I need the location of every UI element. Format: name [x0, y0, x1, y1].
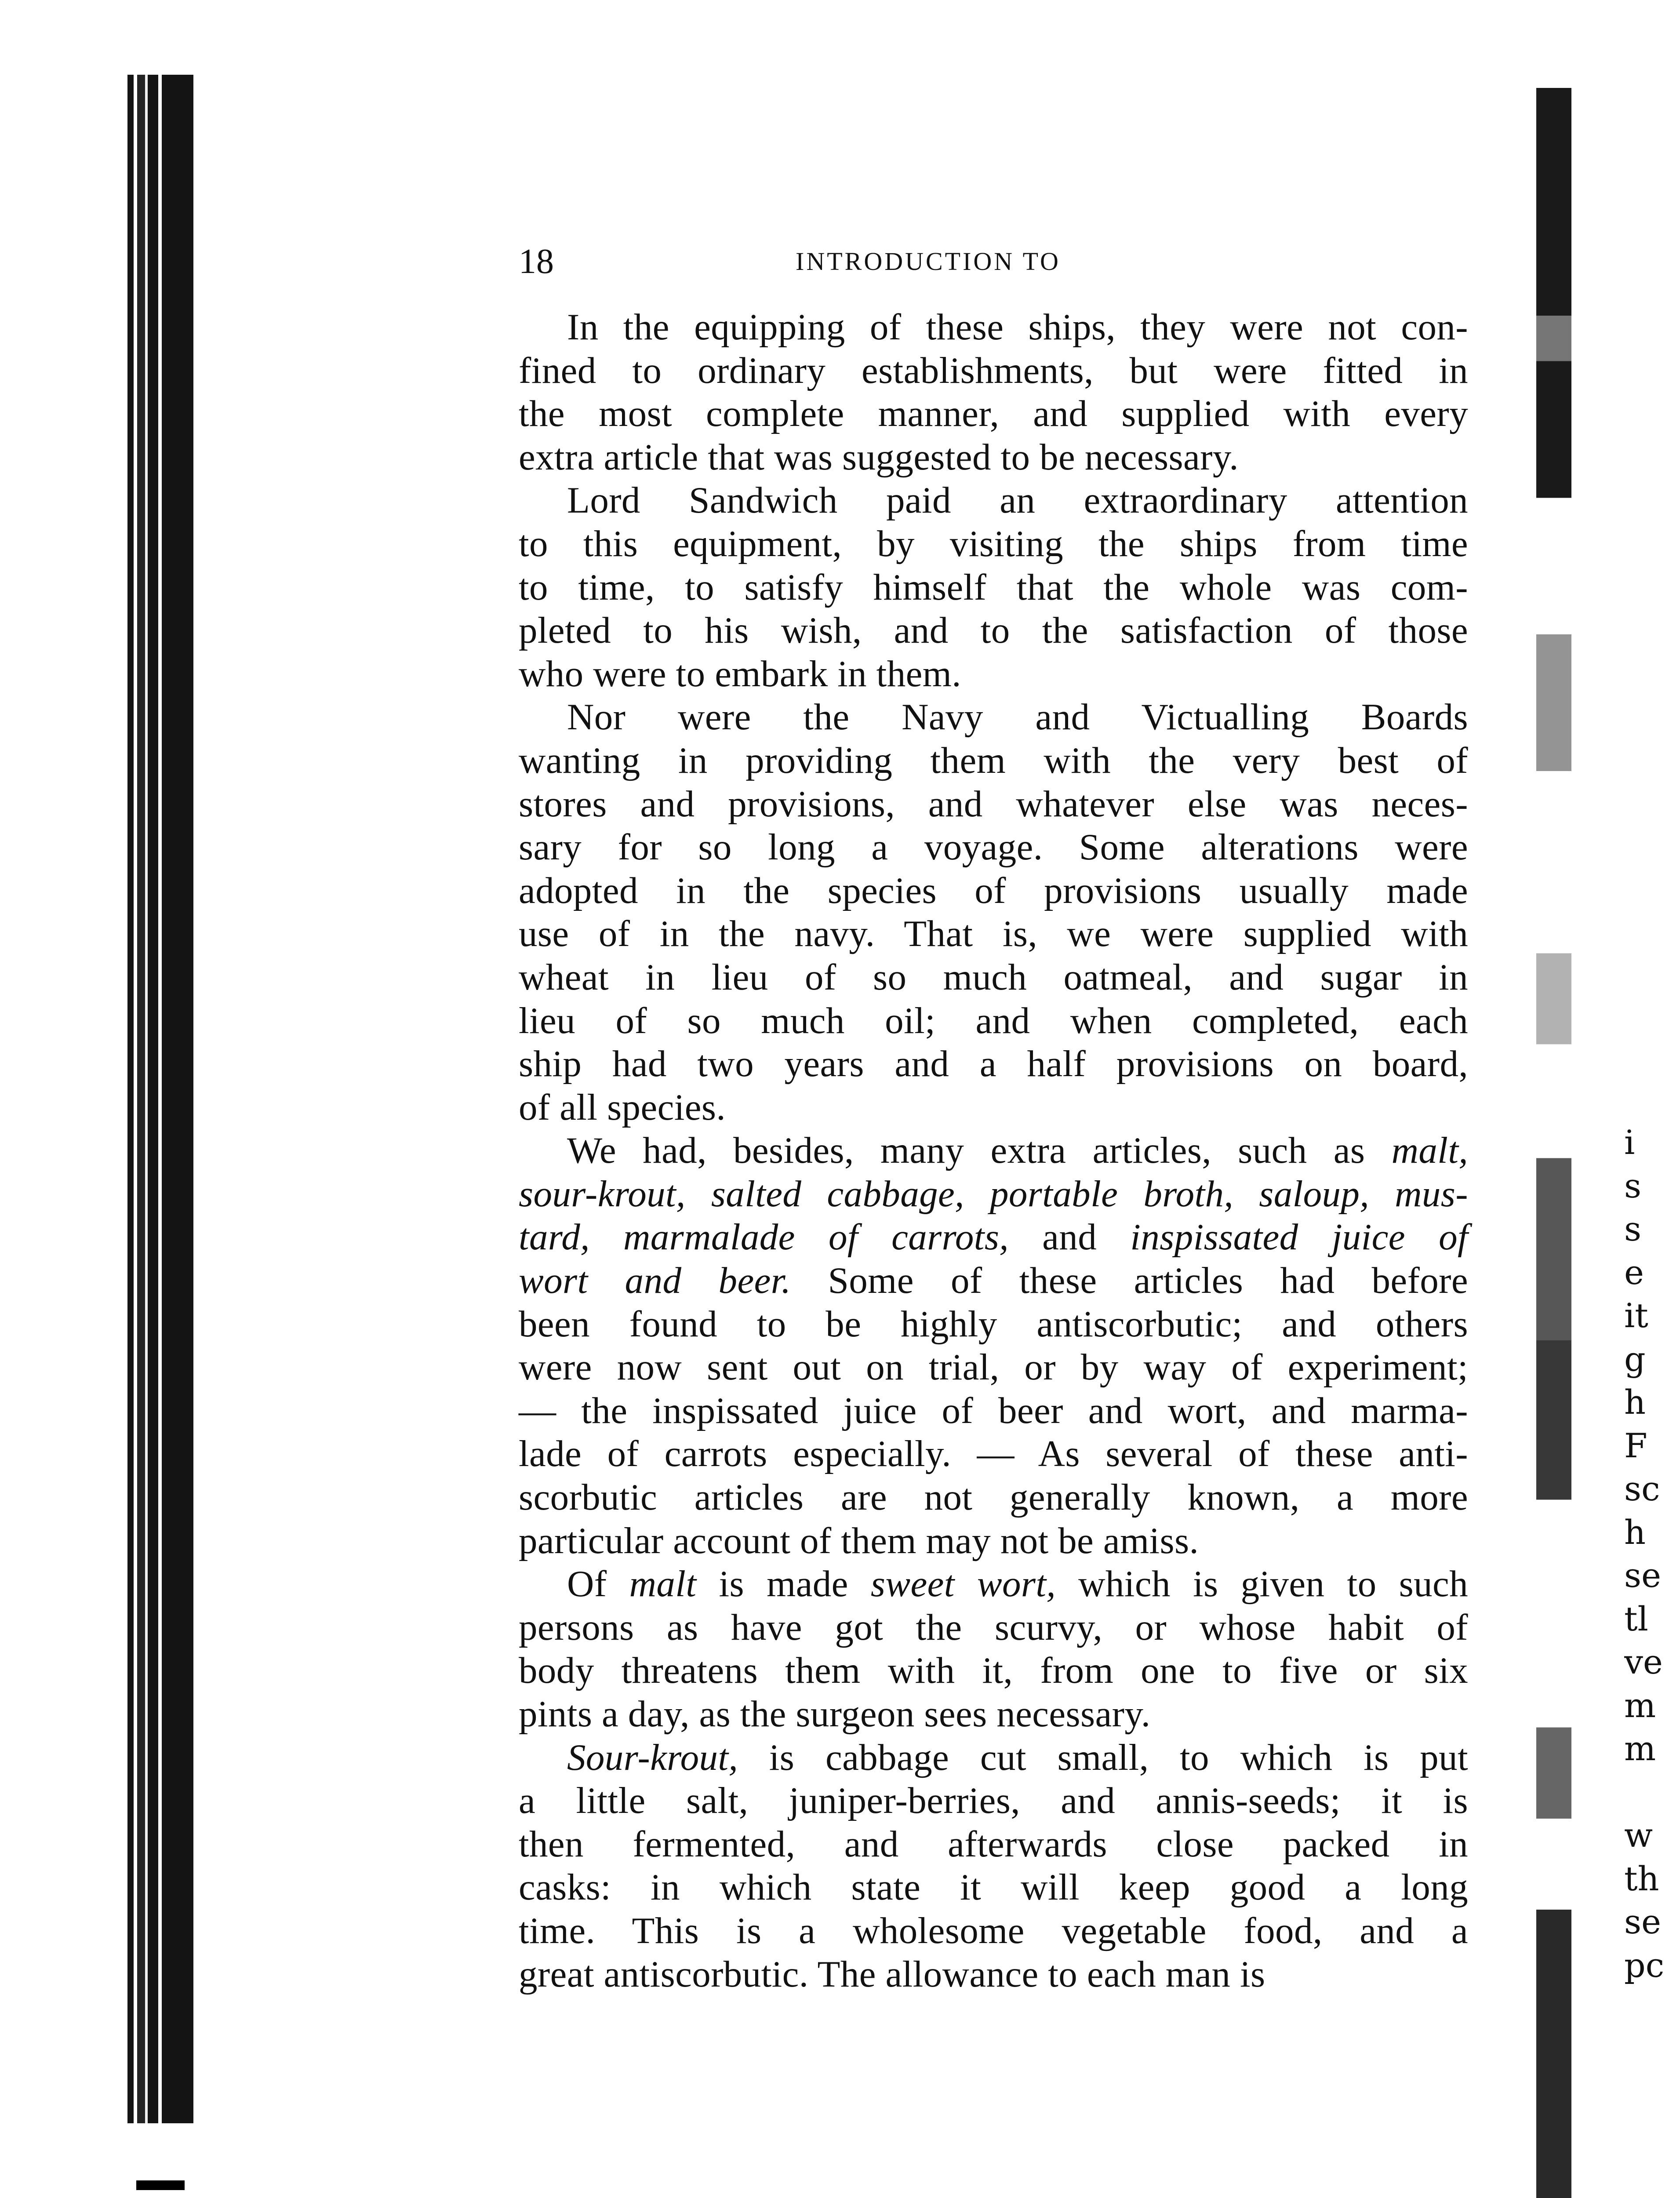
text-run: adopted in the species of provisions usually made	[519, 870, 1468, 911]
text-run: wheat in lieu of so much oatmeal, and sugar in	[519, 956, 1468, 998]
facing-fragment: g	[1624, 1339, 1646, 1379]
text-run: Of	[567, 1563, 629, 1605]
page-number: 18	[519, 242, 554, 281]
facing-fragment: F	[1624, 1426, 1647, 1465]
text-run: fined to ordinary establishments, but were fitted in	[519, 349, 1468, 391]
italic-text: wort and beer.	[519, 1260, 791, 1302]
text-line	[519, 1736, 1468, 1780]
text-line	[519, 1779, 1468, 1823]
text-line	[519, 1866, 1468, 1909]
text-line	[519, 1215, 1468, 1259]
text-line	[519, 695, 1468, 739]
text-line	[519, 912, 1468, 956]
facing-page-fragment	[1624, 1121, 1677, 1987]
text-run: pleted to his wish, and to the satisfaction of those	[519, 610, 1468, 651]
text-line	[519, 479, 1468, 522]
italic-text: sweet wort,	[870, 1563, 1056, 1605]
text-line	[519, 739, 1468, 782]
text-line	[519, 1346, 1468, 1389]
binding-edge-marks	[136, 2180, 189, 2198]
text-line	[519, 999, 1468, 1043]
binding-edge-shadow	[127, 75, 193, 2123]
running-head	[519, 240, 1468, 301]
text-line	[519, 1389, 1468, 1433]
text-run: to time, to satisfy himself that the whole was com-	[519, 566, 1468, 608]
text-run: scorbutic articles are not generally known, a more	[519, 1477, 1468, 1518]
facing-fragment: ve	[1624, 1642, 1663, 1681]
text-run: lade of carrots especially. — As several of these anti-	[519, 1433, 1468, 1475]
facing-fragment: m	[1624, 1685, 1656, 1725]
text-line	[519, 1129, 1468, 1172]
facing-fragment: s	[1624, 1209, 1642, 1248]
facing-fragment: pc	[1624, 1945, 1665, 1985]
text-line	[519, 1953, 1468, 1996]
text-line	[519, 349, 1468, 393]
text-run: of all species.	[519, 1086, 726, 1128]
text-line	[519, 306, 1468, 349]
facing-fragment: h	[1624, 1383, 1646, 1422]
text-line	[519, 1692, 1468, 1736]
text-run: stores and provisions, and whatever else was neces-	[519, 783, 1468, 825]
paragraph	[519, 695, 1468, 1129]
facing-fragment: h	[1624, 1512, 1646, 1552]
text-line	[519, 522, 1468, 566]
paragraph	[519, 1129, 1468, 1562]
text-run: the most complete manner, and supplied with every	[519, 393, 1468, 435]
text-line	[519, 1649, 1468, 1692]
paragraph	[519, 306, 1468, 479]
facing-fragment: s	[1624, 1166, 1642, 1205]
text-line	[519, 609, 1468, 652]
text-run: which is given to such	[1056, 1563, 1469, 1605]
body-text	[519, 306, 1468, 1996]
facing-fragment: se	[1624, 1556, 1661, 1595]
text-line	[519, 1562, 1468, 1606]
paragraph	[519, 479, 1468, 695]
text-run: We had, besides, many extra articles, such as	[567, 1130, 1392, 1172]
text-run: sary for so long a voyage. Some alterations were	[519, 826, 1468, 868]
facing-fragment: se	[1624, 1902, 1661, 1941]
text-run: who were to embark in them.	[519, 653, 961, 695]
text-run: body threatens them with it, from one to five or six	[519, 1650, 1468, 1692]
text-run: great antiscorbutic. The allowance to each man is	[519, 1953, 1265, 1995]
text-run: Lord Sandwich paid an extraordinary attention	[567, 480, 1468, 521]
paragraph	[519, 1736, 1468, 1996]
text-run: particular account of them may not be amiss.	[519, 1520, 1199, 1561]
right-edge-shadow	[1536, 88, 1571, 2198]
italic-text: Sour-krout,	[567, 1736, 738, 1778]
text-line	[519, 1172, 1468, 1216]
text-run: Nor were the Navy and Victualling Boards	[567, 696, 1468, 738]
text-line	[519, 1042, 1468, 1086]
text-run: lieu of so much oil; and when completed, each	[519, 1000, 1468, 1041]
document-page	[519, 240, 1468, 1996]
text-line	[519, 1476, 1468, 1519]
text-line	[519, 1823, 1468, 1866]
text-line	[519, 652, 1468, 696]
text-run: is made	[696, 1563, 871, 1605]
facing-fragment: sc	[1624, 1469, 1660, 1508]
italic-text: sour-krout, salted cabbage, portable broth, saloup, mus-	[519, 1173, 1468, 1215]
facing-fragment: th	[1624, 1859, 1659, 1898]
text-line	[519, 436, 1468, 479]
text-run: a little salt, juniper-berries, and annis-seeds; it is	[519, 1780, 1468, 1822]
text-run: pints a day, as the surgeon sees necessary.	[519, 1693, 1151, 1735]
text-line	[519, 1303, 1468, 1346]
paragraph	[519, 1562, 1468, 1736]
text-run: to this equipment, by visiting the ships from time	[519, 523, 1468, 564]
text-line	[519, 1432, 1468, 1476]
text-line	[519, 1909, 1468, 1953]
facing-fragment: it	[1624, 1296, 1648, 1335]
text-line	[519, 1606, 1468, 1649]
text-line	[519, 782, 1468, 826]
running-title: INTRODUCTION TO	[796, 247, 1061, 276]
facing-fragment: w	[1624, 1816, 1653, 1855]
text-run: and	[1008, 1216, 1131, 1258]
text-line	[519, 826, 1468, 869]
text-run: In the equipping of these ships, they were not con-	[567, 306, 1468, 348]
italic-text: malt	[629, 1563, 697, 1605]
facing-fragment: m	[1624, 1729, 1656, 1768]
italic-text: inspissated juice of	[1130, 1216, 1468, 1258]
facing-fragment: tl	[1624, 1599, 1648, 1638]
text-run: casks: in which state it will keep good a long	[519, 1867, 1468, 1908]
text-run: then fermented, and afterwards close packed in	[519, 1823, 1468, 1865]
text-line	[519, 1259, 1468, 1303]
text-line	[519, 1519, 1468, 1563]
text-run: — the inspissated juice of beer and wort, and marma-	[519, 1390, 1468, 1431]
text-run: time. This is a wholesome vegetable food, and a	[519, 1910, 1468, 1951]
text-run: persons as have got the scurvy, or whose habit of	[519, 1606, 1468, 1648]
italic-text: tard, marmalade of carrots,	[519, 1216, 1009, 1258]
text-line	[519, 869, 1468, 913]
facing-fragment: i	[1624, 1123, 1635, 1162]
text-run: extra article that was suggested to be necessary.	[519, 436, 1239, 478]
text-run: use of in the navy. That is, we were supplied with	[519, 913, 1468, 955]
text-run: wanting in providing them with the very best of	[519, 739, 1468, 781]
text-run: ship had two years and a half provisions on board,	[519, 1043, 1468, 1085]
text-run: Some of these articles had before	[791, 1260, 1468, 1302]
facing-fragment: e	[1624, 1252, 1644, 1292]
text-line	[519, 956, 1468, 999]
italic-text: malt,	[1391, 1130, 1468, 1172]
facing-fragment	[1624, 1771, 1677, 1814]
text-run: been found to be highly antiscorbutic; and others	[519, 1303, 1468, 1345]
text-run: were now sent out on trial, or by way of experiment;	[519, 1346, 1468, 1388]
text-line	[519, 392, 1468, 436]
text-line	[519, 566, 1468, 609]
text-run: is cabbage cut small, to which is put	[738, 1736, 1468, 1778]
text-line	[519, 1086, 1468, 1129]
